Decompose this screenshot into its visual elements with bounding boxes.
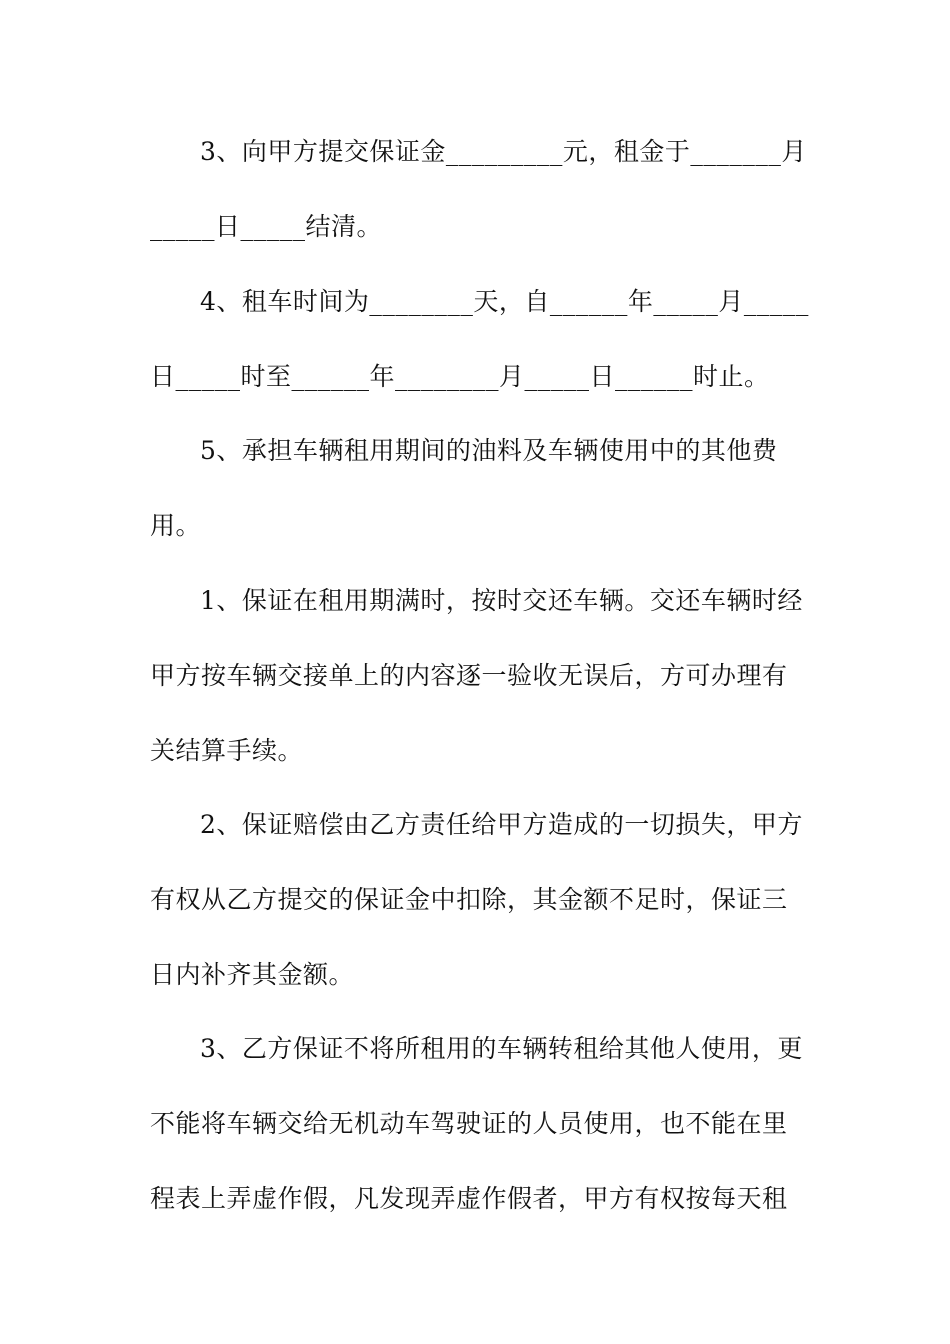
- obligation-3-sublease-line-3: 程表上弄虚作假，凡发现弄虚作假者，甲方有权按每天租: [150, 1184, 788, 1213]
- clause-3-deposit-line-1: 3、向甲方提交保证金_________元，租金于_______月: [200, 137, 807, 166]
- obligation-1-return-line-1: 1、保证在租用期满时，按时交还车辆。交还车辆时经: [200, 586, 803, 615]
- obligation-1-return-line-3: 关结算手续。: [150, 736, 304, 765]
- obligation-2-compensation-line-1: 2、保证赔偿由乙方责任给甲方造成的一切损失，甲方: [200, 810, 803, 839]
- obligation-3-sublease-line-2: 不能将车辆交给无机动车驾驶证的人员使用，也不能在里: [150, 1109, 788, 1138]
- obligation-2-compensation-line-2: 有权从乙方提交的保证金中扣除，其金额不足时，保证三: [150, 885, 788, 914]
- clause-4-rental-period-line-1: 4、租车时间为________天，自______年_____月_____: [200, 287, 809, 316]
- clause-5-fuel-cost-line-1: 5、承担车辆租用期间的油料及车辆使用中的其他费: [200, 436, 778, 465]
- clause-4-rental-period-line-2: 日_____时至______年________月_____日______时止。: [150, 362, 770, 391]
- obligation-2-compensation-line-3: 日内补齐其金额。: [150, 960, 355, 989]
- clause-3-deposit-line-2: _____日_____结清。: [150, 212, 383, 241]
- clause-5-fuel-cost-line-2: 用。: [150, 511, 202, 540]
- obligation-3-sublease-line-1: 3、乙方保证不将所租用的车辆转租给其他人使用，更: [200, 1034, 803, 1063]
- obligation-1-return-line-2: 甲方按车辆交接单上的内容逐一验收无误后，方可办理有: [150, 661, 788, 690]
